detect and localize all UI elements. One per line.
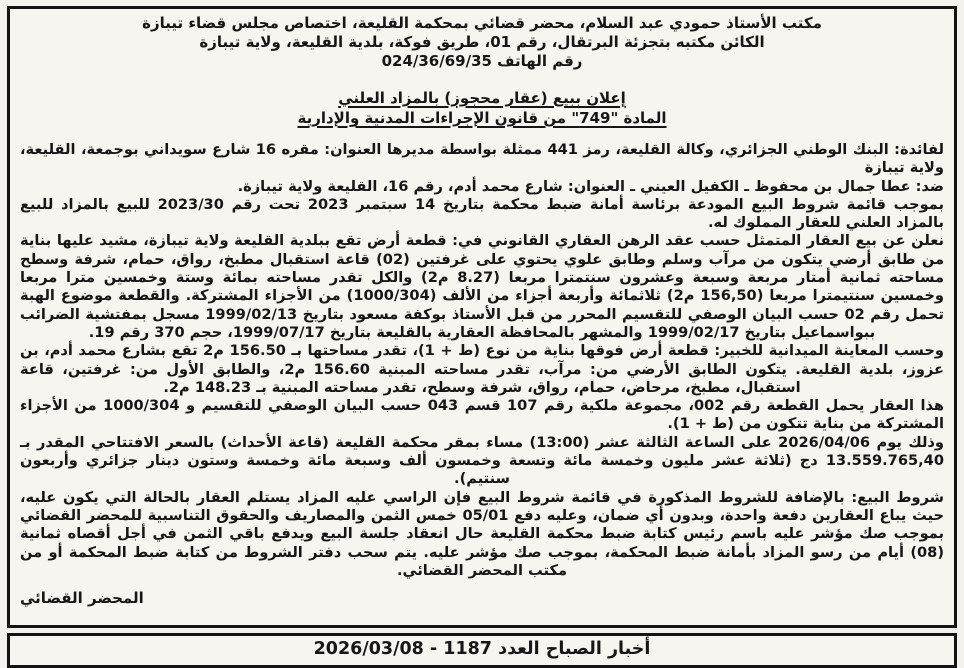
paragraph-beneficiary: لفائدة: البنك الوطني الجزائري، وكالة القليعة، رمز 441 ممثلة بواسطة مديرها العنوان: مقره 16 شارع سويداني بوجمعة، القليعة، ولاية تيبازة <box>20 141 945 177</box>
paragraph-auction-date-price: وذلك يوم 2026/04/06 على الساعة الثالثة عشر (13:00) مساء بمقر محكمة القليعة (قاعة الأحداث) بالسعر الافتتاحي المقدر بـ 13.559.765,40 دج (ثلاثة عشر مليون وخمسة مائة وتسعة وخمسون ألف وسبعة مائة وخمسة وستون دينار جزائري وأربعون سنتيم). <box>20 433 944 488</box>
paragraph-property-description: نعلن عن بيع العقار المتمثل حسب عقد الرهن العقاري القانوني في: قطعة أرض تقع ببلدية القليعة ولاية تيبازة، مشيد عليها بناية من طابق أرضي يتكون من مرآب وسلم وطابق علوي يحتوي على غرفتين (02) قاعة استقبال مطبخ، رواق، حمام، شرفة وسطح مساحته ثمانية أمتار مربعة وسبعة وعشرون سنتمترا مربعا (8.27 م2) والكل تقدر مساحته بمائة وستة وخمسين مترا مربعا وخمسين سنتيمترا مربعا (156,50 م2) ثلاثمائة وأربعة أجزاء من الألف (1000/304) من الأجزاء المشتركة. والقطعة موضوع الهبة تحمل رقم 02 حسب البيان الوصفي للتقسيم المحرر من قبل الأستاذ بوكفة مسعود بتاريخ 1999/02/13 مسجل بمفتشية الضرائب ببواسماعيل بتاريخ 1999/02/17 والمشهر بالمحافظة العقارية بالقليعة بتاريخ 1999/07/17، حجم 370 رقم 19. <box>20 232 945 341</box>
office-header-line2: الكائن مكتبه بتجزئة البرتقال، رقم 01، طريق فوكة، بلدية القليعة، ولاية تيبازة <box>199 33 765 51</box>
title-line2: المادة "749" من قانون الإجراءات المدنية والإدارية <box>297 109 667 127</box>
announcement-frame <box>7 6 957 628</box>
paragraph-expert-inspection: وحسب المعاينة الميدانية للخبير: قطعة أرض فوقها بناية من نوع (ط + 1)، تقدر مساحتها بـ 156.50 م2 تقع بشارع محمد أدم، بن عزوز، بلدية القليعة. يتكون الطابق الأرضي من: مرآب، تقدر مساحته المبنية 156.60 م2، والطابق الأول من: غرفتين، قاعة استقبال، مطبخ، مرحاض، حمام، رواق، شرفة وسطح، تقدر مساحته المبنية بـ 148.23 م2. <box>20 342 944 396</box>
office-header-phone: رقم الهاتف 024/36/69/35 <box>381 52 583 70</box>
paragraph-sale-conditions: شروط البيع: بالإضافة للشروط المذكورة في قائمة شروط البيع فإن الراسي عليه المزاد يستلم العقار بالحالة التي يكون عليه، حيث يباع العقارين دفعة واحدة، وبدون أي ضمان، وعليه دفع 05/01 خمس الثمن والمصاريف والحقوق التناسبية للمحضر القضائي بموجب صك مؤشر عليه باسم رئيس كتابة ضبط محكمة القليعة حال انعقاد جلسة البيع ويدفع باقي الثمن في أجل أقصاه ثمانية (08) أيام من رسو المزاد بأمانة ضبط المحكمة، بموجب صك مؤشر عليه. يتم سحب دفتر الشروط من كتابة ضبط المحكمة أو من مكتب المحضر القضائي. <box>20 488 944 579</box>
paragraph-against: ضد: عطا جمال بن محفوظ ـ الكفيل العيني ـ العنوان: شارع محمد أدم، رقم 16، القليعة ولاية تيبازة. <box>237 177 944 195</box>
announcement-body <box>20 141 944 580</box>
footer-issue-line: أخبار الصباح العدد 1187 - 2026/03/08 <box>313 639 651 659</box>
bailiff-signature: المحضر القضائي <box>20 589 144 608</box>
paragraph-parcel-info: هذا العقار يحمل القطعة رقم 002، مجموعة ملكية رقم 107 قسم 043 حسب البيان الوصفي للتقسيم و 1000/304 من الأجزاء المشتركة من بناية تتكون من (ط + 1). <box>20 397 944 433</box>
office-header <box>20 14 944 71</box>
office-header-line1: مكتب الأستاذ حمودي عبد السلام، محضر قضائي بمحكمة القليعة، اختصاص مجلس قضاء تيبازة <box>142 14 822 32</box>
newspaper-footer <box>7 633 957 668</box>
title-line1: إعلان ببيع (عقار محجوز) بالمزاد العلني <box>338 89 626 107</box>
paragraph-filing: بموجب قائمة شروط البيع المودعة برئاسة أمانة ضبط محكمة بتاريخ 14 سبتمبر 2023 تحت رقم 2023/30 للبيع بالمزاد للبيع بالمزاد العلني للعقار المملوك له. <box>20 195 945 232</box>
announcement-title <box>20 88 944 128</box>
